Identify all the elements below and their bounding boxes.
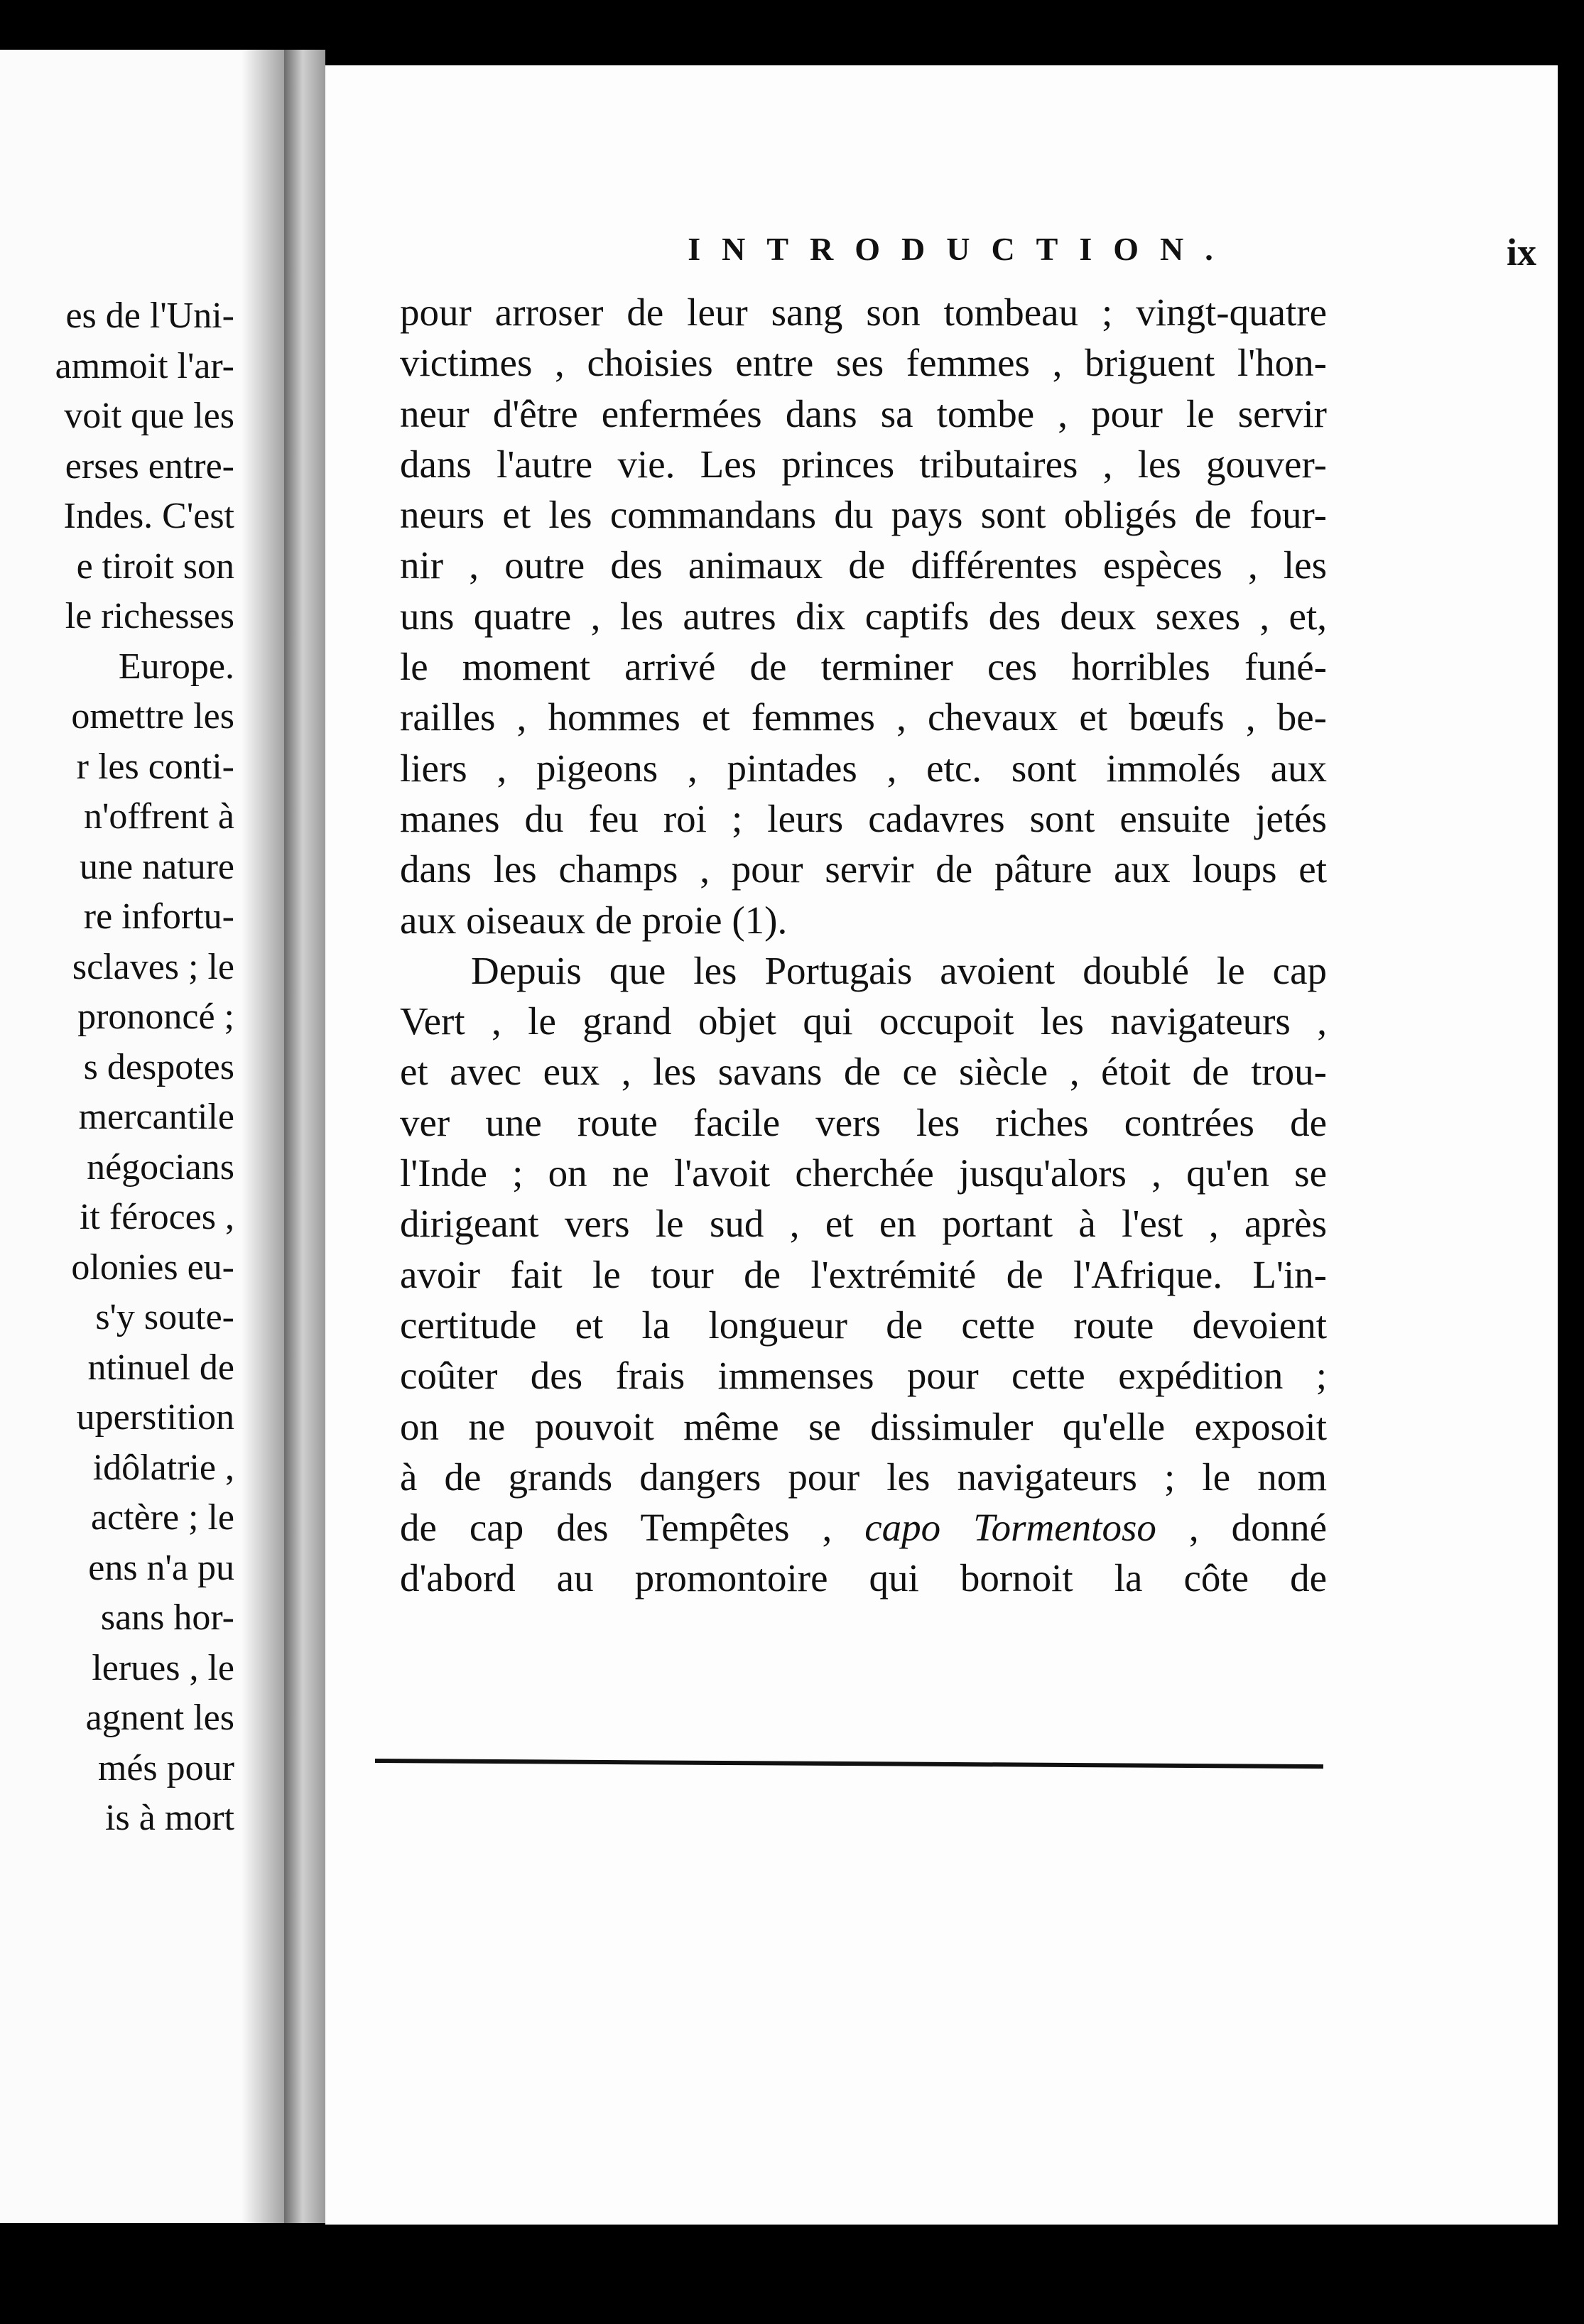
- left-page-line: re infortu-: [83, 896, 234, 937]
- body-line: dirigeant vers le sud , et en portant à l'est , après: [400, 1202, 1327, 1246]
- left-page-line: uperstition: [76, 1397, 234, 1438]
- body-line: d'abord au promontoire qui bornoit la côte de: [400, 1556, 1327, 1600]
- left-page-line: més pour: [97, 1747, 234, 1788]
- body-line: railles , hommes et femmes , chevaux et bœufs , be-: [400, 695, 1327, 739]
- left-page-line: ammoit l'ar-: [55, 345, 234, 386]
- left-page-line: actère ; le: [90, 1497, 234, 1538]
- body-line: pour arroser de leur sang son tombeau ; vingt-quatre: [400, 290, 1327, 334]
- body-line: uns quatre , les autres dix captifs des deux sexes , et,: [400, 594, 1327, 638]
- book-gutter: [284, 50, 325, 2223]
- body-line: le moment arrivé de terminer ces horribles funé-: [400, 645, 1327, 689]
- left-page-line: voit que les: [64, 396, 234, 436]
- body-line: avoir fait le tour de l'extrémité de l'Afrique. L'in-: [400, 1252, 1327, 1296]
- left-page-line: mercantile: [78, 1097, 234, 1137]
- left-page-line: prononcé ;: [77, 997, 234, 1037]
- body-line: ver une route facile vers les riches contrées de: [400, 1100, 1327, 1144]
- left-page-line: it féroces ,: [79, 1197, 234, 1237]
- left-page-line: Europe.: [118, 646, 234, 687]
- body-line: l'Inde ; on ne l'avoit cherchée jusqu'alors , qu'en se: [400, 1151, 1327, 1195]
- left-page-line: idôlatrie ,: [92, 1447, 234, 1488]
- left-page-line: omettre les: [71, 696, 234, 737]
- scan-border-top: [0, 0, 1584, 50]
- left-page-line: une nature: [79, 846, 234, 887]
- left-page-line: n'offrent à: [84, 796, 234, 837]
- page-number: ix: [1506, 231, 1536, 273]
- body-line: manes du feu roi ; leurs cadavres sont ensuite jetés: [400, 796, 1327, 840]
- left-page-line: e tiroit son: [76, 545, 234, 587]
- left-page-line: Indes. C'est: [63, 496, 234, 536]
- left-page-line: lerues , le: [92, 1647, 234, 1688]
- left-page-line: le richesses: [65, 596, 234, 636]
- left-page-shadow: [242, 50, 284, 2223]
- left-page-line: es de l'Uni-: [65, 295, 234, 336]
- footnote-rule: [375, 1759, 1323, 1769]
- left-page-line: s'y soute-: [95, 1297, 234, 1337]
- body-text: [400, 287, 1327, 1604]
- body-line: aux oiseaux de proie (1).: [400, 898, 788, 942]
- body-line: neurs et les commandans du pays sont obligés de four-: [400, 493, 1327, 537]
- body-line: Depuis que les Portugais avoient doublé le cap: [471, 948, 1327, 992]
- left-page-line: olonies eu-: [71, 1247, 234, 1288]
- left-page-line: s despotes: [83, 1046, 234, 1087]
- body-line: dans l'autre vie. Les princes tributaires , les gouver-: [400, 442, 1327, 486]
- body-line: liers , pigeons , pintades , etc. sont immolés aux: [400, 746, 1327, 790]
- body-line: victimes , choisies entre ses femmes , briguent l'hon-: [400, 341, 1327, 385]
- body-line: neur d'être enfermées dans sa tombe , pour le servir: [400, 391, 1327, 435]
- body-line: et avec eux , les savans de ce siècle , étoit de trou-: [400, 1050, 1327, 1094]
- left-page-line: ens n'a pu: [88, 1547, 234, 1588]
- running-head: [606, 230, 1536, 287]
- left-page-line: sclaves ; le: [72, 946, 234, 987]
- body-line: on ne pouvoit même se dissimuler qu'elle exposoit: [400, 1404, 1327, 1448]
- body-line: coûter des frais immenses pour cette expédition ;: [400, 1354, 1327, 1398]
- left-page-text: [0, 291, 234, 1844]
- left-page-line: ntinuel de: [87, 1347, 234, 1388]
- body-line: à de grands dangers pour les navigateurs ; le nom: [400, 1455, 1327, 1499]
- left-page-line: erses entre-: [65, 445, 234, 487]
- left-page-line: r les conti-: [76, 746, 234, 787]
- left-page-line: sans hor-: [100, 1597, 234, 1638]
- running-title: INTRODUCTION.: [688, 231, 1235, 267]
- body-line: certitude et la longueur de cette route devoient: [400, 1303, 1327, 1347]
- body-line: nir , outre des animaux de différentes espèces , les: [400, 543, 1327, 587]
- left-page-line: négocians: [87, 1146, 234, 1188]
- body-line: Vert , le grand objet qui occupoit les navigateurs ,: [400, 999, 1327, 1043]
- body-line: de cap des Tempêtes , capo Tormentoso , donné: [400, 1506, 1327, 1550]
- left-page-line: agnent les: [85, 1698, 234, 1738]
- left-facing-page: [0, 50, 284, 2223]
- body-line: dans les champs , pour servir de pâture aux loups et: [400, 847, 1327, 891]
- left-page-line: is à mort: [105, 1798, 234, 1838]
- book-page: [325, 65, 1558, 2225]
